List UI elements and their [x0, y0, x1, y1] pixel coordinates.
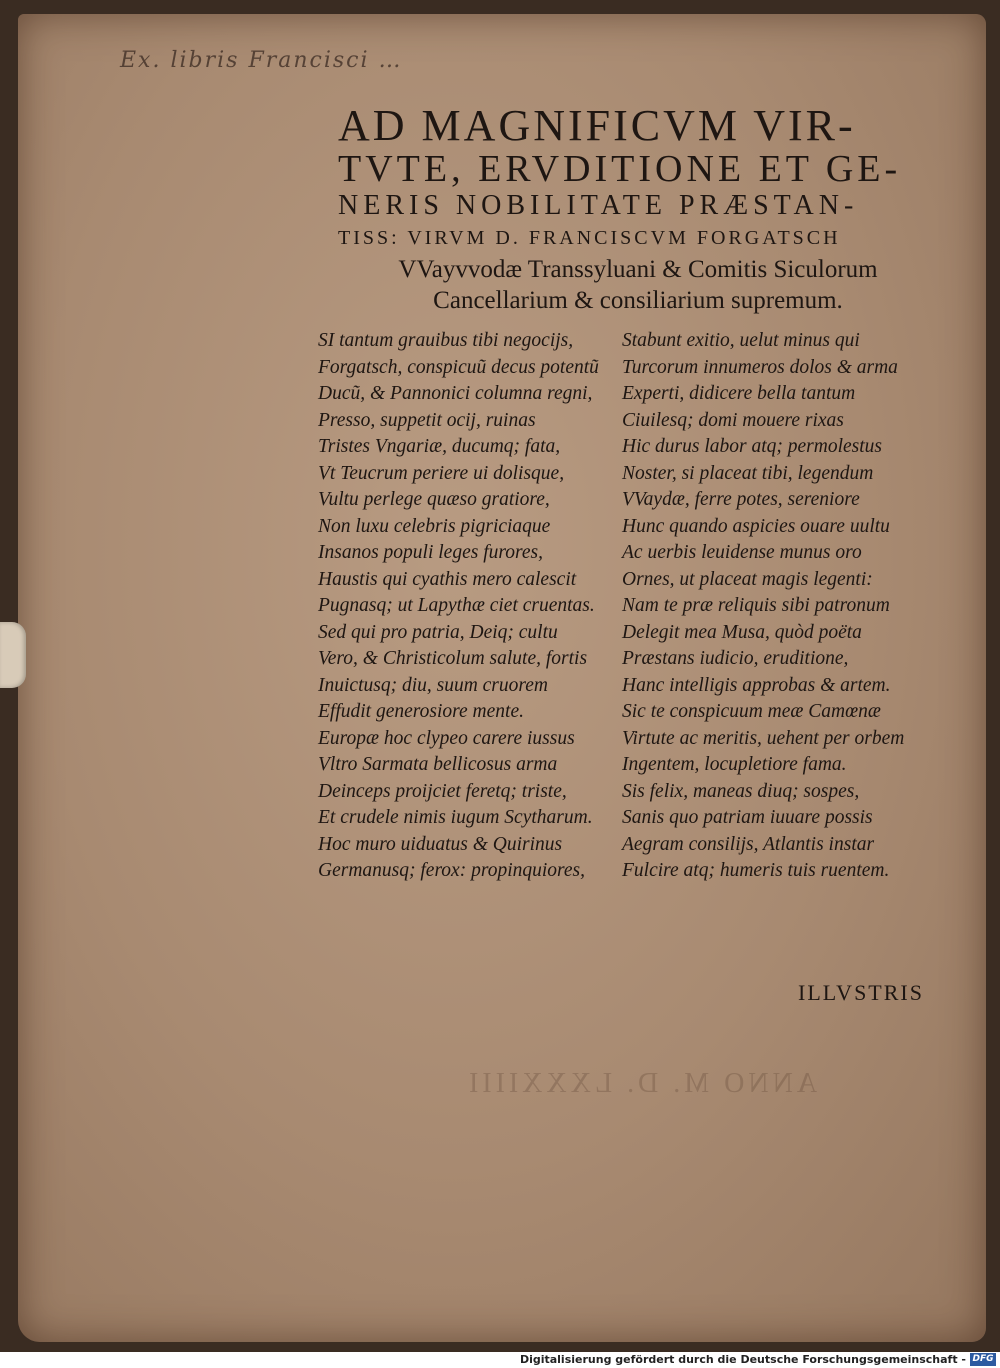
verse-line: Et crudele nimis iugum Scytharum.: [318, 807, 593, 828]
verse-line: Hic durus labor atq; permolestus: [622, 436, 882, 457]
verse-line: Insanos populi leges furores,: [318, 542, 543, 563]
verse-line: Tristes Vngariæ, ducumq; fata,: [318, 436, 561, 457]
title-line-1: AD MAGNIFICVM VIR-: [338, 101, 856, 150]
manuscript-inscription: Ex. libris Francisci …: [120, 48, 403, 73]
verse-line: Non luxu celebris pigriciaque: [318, 515, 551, 537]
verse-line: Germanusq; ferox: propinquiores,: [318, 860, 586, 881]
title-line-3: NERIS NOBILITATE PRÆSTAN-: [338, 190, 859, 221]
verse-line: Ciuilesq; domi mouere rixas: [622, 409, 844, 431]
verse-line: Europæ hoc clypeo carere iussus: [318, 727, 575, 749]
verse-line: Delegit mea Musa, quòd poëta: [622, 621, 862, 643]
catchword: ILLVSTRIS: [798, 980, 924, 1005]
verse-line: Vero, & Christicolum salute, fortis: [318, 648, 588, 669]
verse-line: Sic te conspicuum meæ Camœnæ: [622, 701, 881, 722]
verse-line: Vt Teucrum periere ui dolisque,: [318, 462, 565, 484]
verse-line: Haustis qui cyathis mero calescit: [318, 568, 577, 590]
verse-line: SI tantum grauibus tibi negocijs,: [318, 330, 574, 351]
poem-column-left: [318, 328, 628, 885]
verse-line: Stabunt exitio, uelut minus qui: [622, 330, 860, 351]
verse-line: Pugnasq; ut Lapythæ ciet cruentas.: [318, 595, 595, 616]
dedication-title: [338, 101, 938, 317]
verse-line: Vultu perlege quæso gratiore,: [318, 489, 550, 510]
verse-line: Sis felix, maneas diuq; sospes,: [622, 780, 860, 802]
verse-line: Deinceps proijciet feretq; triste,: [318, 780, 567, 802]
footer-bar: [0, 1352, 1000, 1368]
digitization-credit: Digitalisierung gefördert durch die Deutsche Forschungsgemeinschaft -: [519, 1353, 966, 1366]
verse-line: Hunc quando aspicies ouare uultu: [622, 515, 890, 537]
verse-line: Ducũ, & Pannonici columna regni,: [318, 383, 593, 404]
verse-line: Inuictusq; diu, suum cruorem: [318, 674, 549, 696]
title-line-4: TISS: VIRVM D. FRANCISCVM FORGATSCH: [338, 227, 841, 249]
title-line-6: Cancellarium & consiliarium supremum.: [433, 287, 843, 315]
verse-line: Vltro Sarmata bellicosus arma: [318, 754, 558, 775]
title-line-5: VVayvvodæ Transsyluani & Comitis Siculorum: [398, 256, 878, 283]
verse-line: Ingentem, locupletiore fama.: [622, 754, 847, 775]
verse-line: Sed qui pro patria, Deiq; cultu: [318, 621, 558, 643]
dfg-logo-icon[interactable]: DFG: [970, 1353, 996, 1366]
verse-line: Noster, si placeat tibi, legendum: [622, 462, 874, 484]
verse-line: Virtute ac meritis, uehent per orbem: [622, 727, 905, 749]
verse-line: Fulcire atq; humeris tuis ruentem.: [622, 860, 890, 881]
verse-line: Presso, suppetit ocij, ruinas: [318, 409, 536, 431]
verse-line: Ornes, ut placeat magis legenti:: [622, 568, 873, 590]
verse-line: Sanis quo patriam iuuare possis: [622, 807, 873, 828]
verse-line: Experti, didicere bella tantum: [622, 383, 856, 404]
verse-line: Aegram consilijs, Atlantis instar: [622, 833, 875, 855]
poem-column-right: [622, 328, 932, 885]
verse-line: Præstans iudicio, eruditione,: [622, 648, 849, 669]
verse-line: Effudit generosiore mente.: [318, 701, 524, 722]
verse-line: Turcorum innumeros dolos & arma: [622, 356, 898, 378]
verse-line: Hanc intelligis approbas & artem.: [622, 674, 891, 696]
show-through-text: ANNO M. D. LXXXIIII: [465, 1068, 818, 1099]
title-line-2: TVTE, ERVDITIONE ET GE-: [338, 148, 902, 190]
binding-tab: [0, 622, 26, 688]
verse-line: Forgatsch, conspicuũ decus potentũ: [318, 356, 599, 378]
verse-line: Hoc muro uiduatus & Quirinus: [318, 833, 563, 855]
verse-line: VVaydæ, ferre potes, sereniore: [622, 489, 860, 510]
verse-line: Ac uerbis leuidense munus oro: [622, 542, 862, 563]
verse-line: Nam te præ reliquis sibi patronum: [622, 595, 890, 616]
